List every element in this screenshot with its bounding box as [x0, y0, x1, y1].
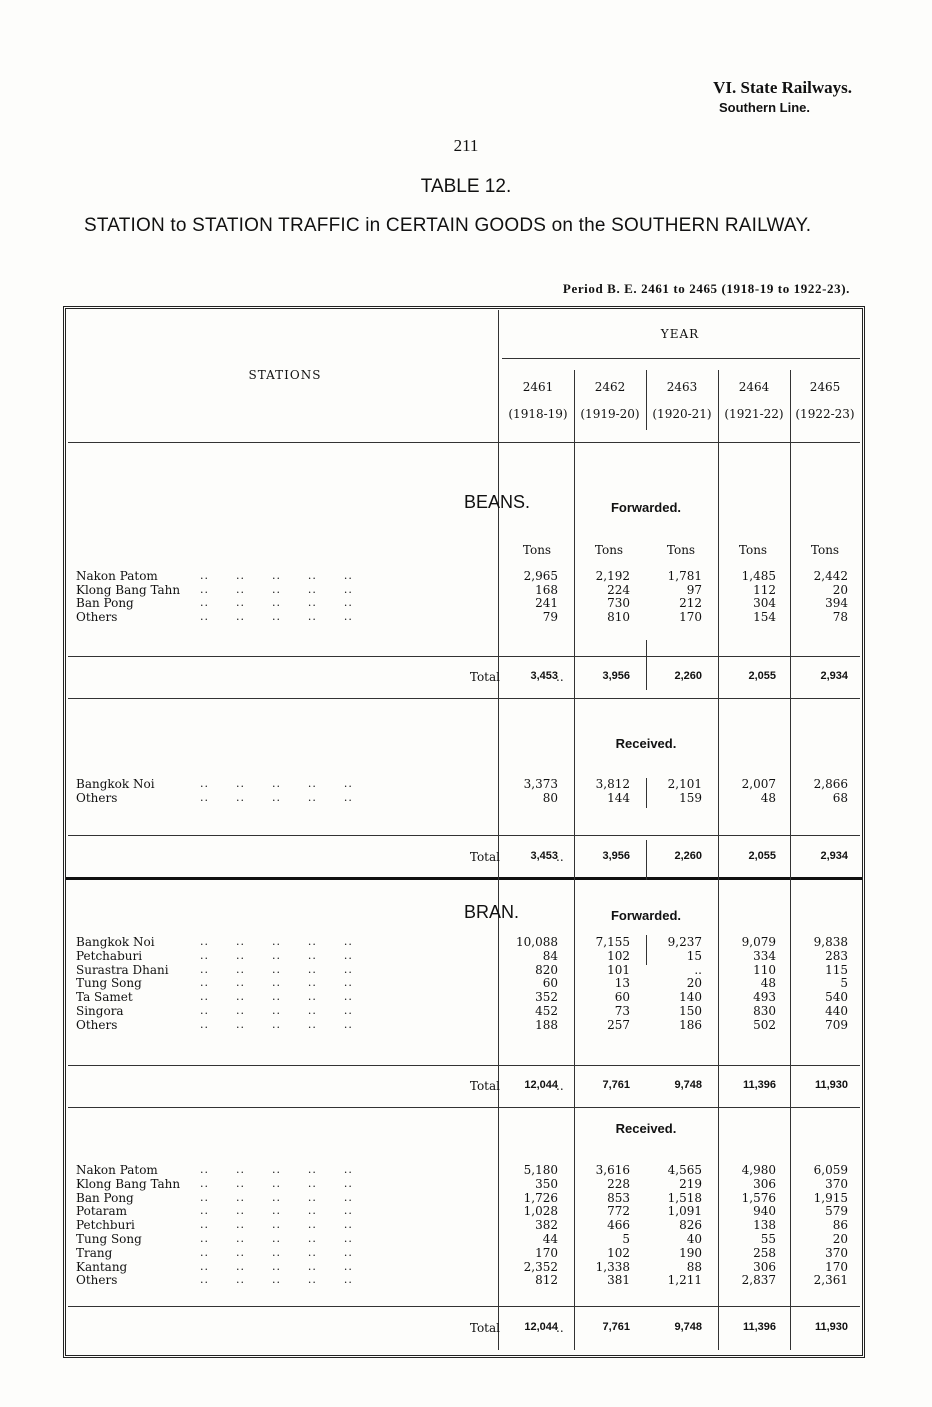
- station-name: Singora: [76, 1004, 124, 1018]
- leader-dots: .. .. .. .. ..: [200, 1176, 353, 1190]
- cell-value: 20: [832, 582, 848, 597]
- leader-dots: .. .. .. .. ..: [200, 1259, 353, 1273]
- cell-value: 170: [535, 1245, 558, 1260]
- cell-value: 60: [542, 976, 558, 991]
- total-value: 11,396: [742, 1079, 776, 1091]
- total-value: 2,934: [820, 850, 848, 862]
- station-name: Trang: [76, 1245, 113, 1260]
- table-row: [76, 1004, 862, 1018]
- total-row: [76, 1079, 862, 1095]
- cell-value: 5: [840, 976, 848, 991]
- cell-value: 48: [760, 790, 776, 805]
- cell-value: 102: [607, 948, 630, 963]
- cell-value: 13: [614, 976, 630, 991]
- leader-dots: ..: [556, 670, 564, 684]
- table-row: [76, 1218, 862, 1232]
- leader-dots: .. .. .. .. ..: [200, 1017, 353, 1031]
- cell-value: 97: [686, 582, 702, 597]
- total-label: Total: [469, 1321, 500, 1335]
- cell-value: 80: [542, 790, 558, 805]
- cell-value: 2,352: [523, 1259, 558, 1274]
- cell-value: 15: [686, 948, 702, 963]
- cell-value: 1,781: [667, 569, 702, 583]
- cell-value: 258: [753, 1245, 776, 1260]
- bran-title: BRAN.: [464, 902, 520, 922]
- station-name: Ban Pong: [76, 596, 134, 611]
- total-row: [76, 1321, 862, 1337]
- column-line: [646, 370, 647, 430]
- station-name: Bangkok Noi: [76, 777, 155, 791]
- stations-header: STATIONS: [248, 368, 322, 382]
- cell-value: 112: [753, 582, 776, 597]
- table-row: [76, 949, 862, 963]
- cell-value: 2,007: [741, 777, 776, 791]
- bran-received-label: Received.: [615, 1121, 677, 1136]
- table-row: [76, 1273, 862, 1287]
- total-value: 9,748: [674, 1321, 702, 1333]
- leader-dots: .. .. .. .. ..: [200, 790, 353, 804]
- page-number: 211: [453, 136, 479, 155]
- cell-value: 48: [760, 976, 776, 991]
- table-row: [76, 596, 862, 610]
- cell-value: 304: [753, 596, 776, 611]
- cell-value: 138: [753, 1218, 776, 1233]
- station-name: Nakon Patom: [76, 569, 158, 583]
- cell-value: 2,965: [523, 569, 558, 583]
- period-label: Period B. E. 2461 to 2465 (1918-19 to 1922-23).: [562, 281, 850, 296]
- cell-value: 170: [825, 1259, 848, 1274]
- total-value: 11,930: [814, 1079, 848, 1091]
- section-heading: VI. State Railways.: [713, 78, 852, 97]
- total-value: 2,260: [674, 670, 702, 682]
- leader-dots: .. .. .. .. ..: [200, 596, 353, 610]
- cell-value: 370: [825, 1176, 848, 1191]
- leader-dots: .. .. .. .. ..: [200, 1190, 353, 1204]
- cell-value: 334: [753, 948, 776, 963]
- cell-value: 219: [679, 1176, 702, 1191]
- table-row: [76, 1163, 862, 1177]
- cell-value: 5: [622, 1232, 630, 1246]
- beans-received-label: Received.: [615, 736, 677, 751]
- total-value: 3,453: [530, 850, 558, 862]
- cell-value: 579: [825, 1204, 848, 1219]
- rule-line: [68, 656, 860, 657]
- total-row: [76, 850, 862, 866]
- rule-line: [68, 1306, 860, 1307]
- year-ad-2462: (1919-20): [580, 407, 640, 421]
- cell-value: 101: [607, 962, 630, 977]
- cell-value: 4,980: [741, 1163, 776, 1177]
- station-name: Others: [76, 1017, 118, 1032]
- total-row: [76, 670, 862, 686]
- station-name: Tung Song: [76, 1232, 142, 1246]
- leader-dots: .. .. .. .. ..: [200, 1218, 353, 1232]
- cell-value: 3,812: [595, 777, 630, 791]
- table-row: [76, 583, 862, 597]
- rule-line: [66, 877, 862, 880]
- cell-value: 78: [832, 609, 848, 624]
- total-value: 2,260: [674, 850, 702, 862]
- cell-value: 283: [825, 948, 848, 963]
- cell-value: 228: [607, 1176, 630, 1191]
- unit-label: Tons: [594, 543, 624, 557]
- leader-dots: ..: [556, 1079, 564, 1093]
- cell-value: 60: [614, 990, 630, 1005]
- cell-value: 772: [607, 1204, 630, 1219]
- table-row: [76, 569, 862, 583]
- cell-value: 20: [686, 976, 702, 991]
- table-row: [76, 1204, 862, 1218]
- station-name: Kantang: [76, 1259, 128, 1274]
- leader-dots: .. .. .. .. ..: [200, 935, 353, 948]
- cell-value: 452: [535, 1004, 558, 1018]
- table-title: STATION to STATION TRAFFIC in CERTAIN GOODS on the SOUTHERN RAILWAY.: [84, 215, 812, 236]
- table-row: [76, 976, 862, 990]
- table-row: [76, 777, 862, 791]
- cell-value: 73: [614, 1004, 630, 1018]
- table-row: [76, 610, 862, 624]
- total-value: 2,934: [820, 670, 848, 682]
- cell-value: 709: [825, 1017, 848, 1032]
- unit-label: Tons: [522, 543, 552, 557]
- cell-value: 188: [535, 1017, 558, 1032]
- year-be-2463: 2463: [666, 380, 698, 394]
- cell-value: 84: [542, 948, 558, 963]
- cell-value: 159: [679, 790, 702, 805]
- cell-value: 466: [607, 1218, 630, 1233]
- total-value: 3,453: [530, 670, 558, 682]
- cell-value: 3,616: [595, 1163, 630, 1177]
- cell-value: 186: [679, 1017, 702, 1032]
- rule-line: [68, 1065, 860, 1066]
- cell-value: 170: [679, 609, 702, 624]
- cell-value: ..: [694, 962, 702, 977]
- total-value: 11,930: [814, 1321, 848, 1333]
- cell-value: 88: [686, 1259, 702, 1274]
- cell-value: 306: [753, 1259, 776, 1274]
- line-heading: Southern Line.: [719, 100, 810, 115]
- cell-value: 212: [679, 596, 702, 611]
- total-value: 11,396: [742, 1321, 776, 1333]
- unit-label: Tons: [666, 543, 696, 557]
- cell-value: 830: [753, 1004, 776, 1018]
- leader-dots: .. .. .. .. ..: [200, 582, 353, 596]
- leader-dots: .. .. .. .. ..: [200, 1245, 353, 1259]
- cell-value: 9,838: [813, 935, 848, 949]
- cell-value: 150: [679, 1004, 702, 1018]
- station-name: Others: [76, 790, 118, 805]
- table-row: [76, 1177, 862, 1191]
- cell-value: 168: [535, 582, 558, 597]
- table-number: TABLE 12.: [420, 176, 512, 197]
- leader-dots: .. .. .. .. ..: [200, 976, 353, 990]
- total-value: 12,044: [524, 1079, 558, 1091]
- cell-value: 241: [535, 596, 558, 611]
- cell-value: 370: [825, 1245, 848, 1260]
- cell-value: 115: [825, 962, 848, 977]
- cell-value: 394: [825, 596, 848, 611]
- cell-value: 5,180: [523, 1163, 558, 1177]
- table-row: [76, 1260, 862, 1274]
- cell-value: 1,485: [741, 569, 776, 583]
- total-label: Total: [469, 670, 500, 684]
- bran-forwarded-label: Forwarded.: [610, 908, 682, 923]
- leader-dots: .. .. .. .. ..: [200, 1273, 353, 1287]
- cell-value: 1,576: [741, 1190, 776, 1205]
- cell-value: 86: [832, 1218, 848, 1233]
- year-ad-2463: (1920-21): [652, 407, 712, 421]
- cell-value: 1,028: [523, 1204, 558, 1219]
- table-row: [76, 1191, 862, 1205]
- beans-title: BEANS.: [464, 492, 531, 512]
- cell-value: 1,211: [667, 1273, 702, 1288]
- leader-dots: .. .. .. .. ..: [200, 1204, 353, 1218]
- station-name: Ta Samet: [76, 990, 133, 1005]
- table-row: [76, 791, 862, 805]
- cell-value: 3,373: [523, 777, 558, 791]
- cell-value: 9,079: [741, 935, 776, 949]
- cell-value: 853: [607, 1190, 630, 1205]
- station-name: Others: [76, 1273, 118, 1288]
- total-value: 12,044: [524, 1321, 558, 1333]
- rule-line: [68, 835, 860, 836]
- year-be-2461: 2461: [522, 380, 554, 394]
- year-be-2464: 2464: [738, 380, 770, 394]
- cell-value: 810: [607, 609, 630, 624]
- station-name: Petchburi: [76, 1218, 135, 1233]
- cell-value: 2,866: [813, 777, 848, 791]
- leader-dots: ..: [556, 1321, 564, 1335]
- cell-value: 110: [753, 962, 776, 977]
- beans-forwarded-label: Forwarded.: [610, 500, 682, 515]
- cell-value: 381: [607, 1273, 630, 1288]
- total-label: Total: [469, 850, 500, 864]
- cell-value: 730: [607, 596, 630, 611]
- cell-value: 2,837: [741, 1273, 776, 1288]
- leader-dots: .. .. .. .. ..: [200, 990, 353, 1004]
- leader-dots: .. .. .. .. ..: [200, 1163, 353, 1176]
- cell-value: 382: [535, 1218, 558, 1233]
- leader-dots: .. .. .. .. ..: [200, 948, 353, 962]
- table-row: [76, 1246, 862, 1260]
- cell-value: 79: [542, 609, 558, 624]
- leader-dots: ..: [556, 850, 564, 864]
- station-name: Petchaburi: [76, 948, 143, 963]
- cell-value: 257: [607, 1017, 630, 1032]
- station-name: Potaram: [76, 1204, 128, 1219]
- total-value: 2,055: [748, 670, 776, 682]
- station-name: Ban Pong: [76, 1190, 134, 1205]
- total-value: 3,956: [602, 850, 630, 862]
- station-name: Surastra Dhani: [76, 962, 169, 977]
- leader-dots: .. .. .. .. ..: [200, 1004, 353, 1017]
- year-ad-2461: (1918-19): [508, 407, 568, 421]
- cell-value: 68: [832, 790, 848, 805]
- cell-value: 540: [825, 990, 848, 1005]
- station-name: Tung Song: [76, 976, 142, 991]
- cell-value: 940: [753, 1204, 776, 1219]
- cell-value: 1,518: [667, 1190, 702, 1205]
- cell-value: 1,726: [523, 1190, 558, 1205]
- station-name: Bangkok Noi: [76, 935, 155, 949]
- cell-value: 224: [607, 582, 630, 597]
- table-row: [76, 1018, 862, 1032]
- year-be-2462: 2462: [594, 380, 626, 394]
- unit-label: Tons: [738, 543, 768, 557]
- cell-value: 2,361: [813, 1273, 848, 1288]
- cell-value: 820: [535, 962, 558, 977]
- total-value: 2,055: [748, 850, 776, 862]
- leader-dots: .. .. .. .. ..: [200, 1232, 353, 1245]
- cell-value: 352: [535, 990, 558, 1005]
- table-row: [76, 963, 862, 977]
- cell-value: 4,565: [667, 1163, 702, 1177]
- cell-value: 2,192: [595, 569, 630, 583]
- total-label: Total: [469, 1079, 500, 1093]
- leader-dots: .. .. .. .. ..: [200, 962, 353, 976]
- station-name: Nakon Patom: [76, 1163, 158, 1177]
- leader-dots: .. .. .. .. ..: [200, 569, 353, 582]
- table-row: [76, 990, 862, 1004]
- year-ad-2464: (1921-22): [724, 407, 784, 421]
- station-name: Others: [76, 609, 118, 624]
- cell-value: 1,338: [595, 1259, 630, 1274]
- table-row: [76, 1232, 862, 1246]
- year-be-2465: 2465: [809, 380, 841, 394]
- total-value: 7,761: [602, 1321, 630, 1333]
- table-row: [76, 935, 862, 949]
- cell-value: 826: [679, 1218, 702, 1233]
- rule-line: [68, 1107, 860, 1108]
- total-value: 9,748: [674, 1079, 702, 1091]
- cell-value: 7,155: [595, 935, 630, 949]
- leader-dots: .. .. .. .. ..: [200, 609, 353, 623]
- cell-value: 350: [535, 1176, 558, 1191]
- rule-line: [68, 442, 860, 443]
- cell-value: 1,091: [667, 1204, 702, 1219]
- cell-value: 144: [607, 790, 630, 805]
- cell-value: 102: [607, 1245, 630, 1260]
- cell-value: 306: [753, 1176, 776, 1191]
- cell-value: 2,101: [667, 777, 702, 791]
- cell-value: 10,088: [516, 935, 558, 949]
- cell-value: 2,442: [813, 569, 848, 583]
- year-header: YEAR: [660, 327, 700, 341]
- cell-value: 440: [825, 1004, 848, 1018]
- cell-value: 154: [753, 609, 776, 624]
- cell-value: 6,059: [813, 1163, 848, 1177]
- cell-value: 55: [760, 1232, 776, 1246]
- station-name: Klong Bang Tahn: [76, 1176, 181, 1191]
- cell-value: 1,915: [813, 1190, 848, 1205]
- total-value: 7,761: [602, 1079, 630, 1091]
- rule-line: [68, 698, 860, 699]
- year-ad-2465: (1922-23): [795, 407, 855, 421]
- leader-dots: .. .. .. .. ..: [200, 777, 353, 790]
- cell-value: 140: [679, 990, 702, 1005]
- rule-line: [502, 358, 860, 359]
- unit-label: Tons: [810, 543, 840, 557]
- cell-value: 493: [753, 990, 776, 1005]
- station-name: Klong Bang Tahn: [76, 582, 181, 597]
- cell-value: 20: [832, 1232, 848, 1246]
- cell-value: 9,237: [667, 935, 702, 949]
- cell-value: 40: [686, 1232, 702, 1246]
- cell-value: 502: [753, 1017, 776, 1032]
- cell-value: 44: [542, 1232, 558, 1246]
- cell-value: 190: [679, 1245, 702, 1260]
- cell-value: 812: [535, 1273, 558, 1288]
- total-value: 3,956: [602, 670, 630, 682]
